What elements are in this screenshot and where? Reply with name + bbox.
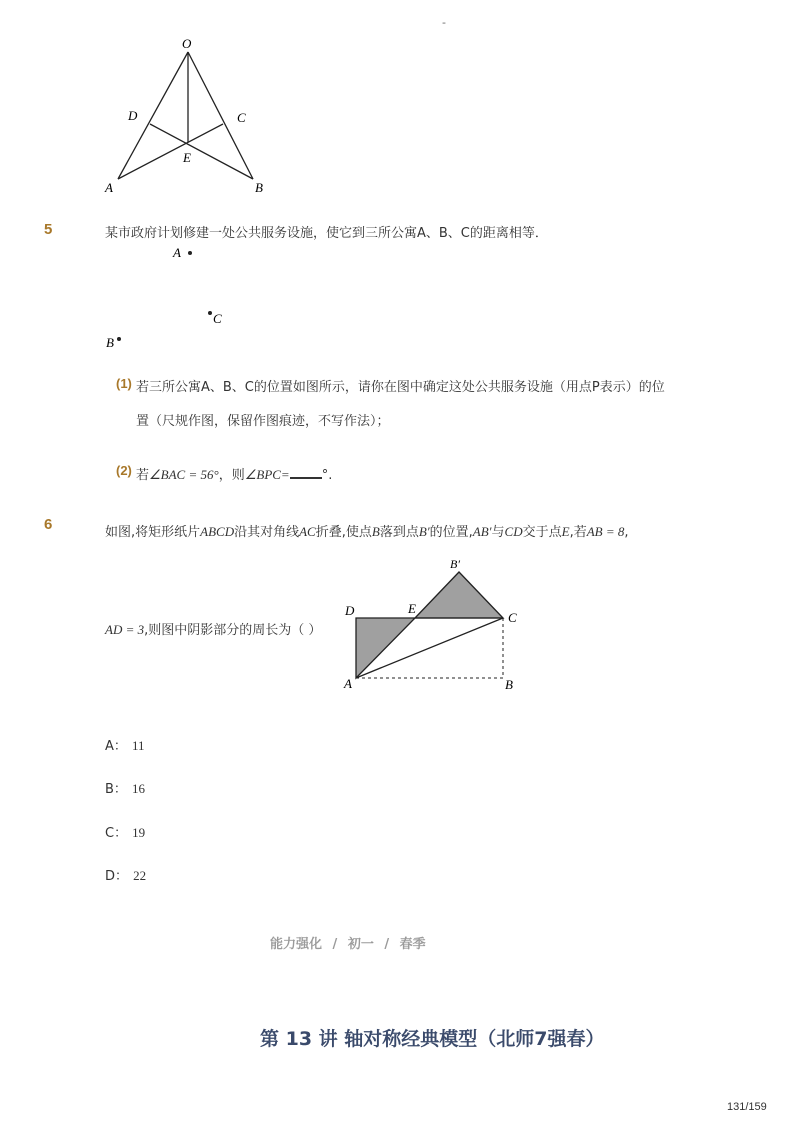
q6-diag-ac: AC	[299, 524, 316, 539]
question-6-line1	[105, 521, 629, 540]
label-bprime: B′	[450, 557, 460, 571]
label-o: O	[182, 36, 192, 51]
point-b	[117, 337, 121, 341]
point-c	[208, 311, 212, 315]
angle-bac: ∠BAC = 56°	[149, 467, 219, 482]
option-label: B：	[105, 782, 127, 797]
segment-db	[150, 124, 253, 179]
sub-question-1-line1: 若三所公寓A、B、C的位置如图所示，请你在图中确定这处公共服务设施（用点P表示）的位	[136, 380, 665, 395]
question-number-6: 6	[44, 516, 53, 533]
footer-separator: /	[332, 937, 338, 952]
footer-separator: /	[384, 937, 390, 952]
q6-text-part: 的位置,	[429, 525, 473, 540]
question-number-5: 5	[44, 221, 53, 238]
sub-question-1-label: (1)	[116, 376, 132, 391]
question-6-line2	[105, 619, 321, 638]
question-5-text: 某市政府计划修建一处公共服务设施，使它到三所公寓A、B、C的距离相等．	[105, 226, 548, 241]
option-value: 16	[132, 781, 146, 796]
option-label: A：	[105, 739, 127, 754]
point-label-c: C	[213, 311, 222, 326]
option-value: 22	[133, 868, 147, 883]
option-c[interactable]	[105, 822, 145, 841]
footer-grade: 初一	[347, 937, 374, 952]
label-d: D	[345, 603, 355, 618]
footer-course: 能力强化	[270, 937, 323, 952]
q6-text-part: ,	[624, 525, 629, 540]
sub-question-2-text	[136, 464, 332, 483]
label-c: C	[237, 110, 246, 125]
option-b[interactable]	[105, 778, 145, 797]
page-number: 131/159	[727, 1101, 767, 1113]
q6-text-part: 交于点	[522, 525, 562, 540]
option-label: D：	[105, 869, 129, 884]
q6-text-part: 落到点	[379, 525, 419, 540]
option-d[interactable]	[105, 865, 146, 884]
sub-question-2-suffix: °.	[321, 468, 333, 483]
label-b: B	[255, 180, 263, 195]
shaded-triangle-ade	[356, 618, 415, 678]
figure-triangle-oab	[100, 34, 280, 204]
lecture-title: 第 13 讲 轴对称经典模型（北师7强春）	[260, 1028, 605, 1050]
sub-question-1-line2: 置（尺规作图，保留作图痕迹，不写作法）；	[136, 414, 390, 429]
point-label-b: B	[106, 335, 114, 350]
figure-folded-rectangle	[340, 556, 530, 696]
shaded-triangle-ebprimec	[415, 572, 503, 618]
label-a: A	[344, 676, 352, 691]
footer-term: 春季	[399, 937, 426, 952]
label-b: B	[505, 677, 513, 692]
point-label-a: A	[173, 245, 181, 260]
q6-rect-abcd: ABCD	[200, 524, 235, 539]
q6-point-e: E	[561, 524, 570, 539]
q6-text-part: 沿其对角线	[234, 525, 300, 540]
label-e: E	[183, 150, 191, 165]
q6-point-b: B	[371, 524, 380, 539]
label-a: A	[105, 180, 113, 195]
label-d: D	[128, 108, 138, 123]
footer-breadcrumb	[270, 933, 426, 952]
angle-bpc: ∠BPC=	[244, 467, 290, 482]
q6-ad-value: AD = 3	[105, 622, 145, 637]
q6-point-bprime: B′	[418, 524, 430, 539]
header-mark: -	[442, 16, 446, 29]
label-c: C	[508, 610, 517, 625]
option-value: 19	[132, 825, 146, 840]
option-a[interactable]	[105, 735, 145, 754]
sub-question-2-middle: ，则	[218, 468, 245, 483]
q6-seg-abprime: AB′	[472, 524, 492, 539]
figure-points-abc	[100, 240, 240, 355]
q6-text-part: ,则图中阴影部分的周长为（ ）	[144, 623, 322, 638]
q6-seg-cd: CD	[504, 524, 523, 539]
option-value: 11	[132, 738, 145, 753]
point-a	[188, 251, 192, 255]
q6-text-part: ,若	[569, 525, 587, 540]
sub-question-2-prefix: 若	[136, 468, 150, 483]
q6-ab-value: AB = 8	[586, 524, 625, 539]
q6-text-part: 与	[491, 525, 505, 540]
q6-text-part: 如图,将矩形纸片	[105, 525, 201, 540]
label-e: E	[408, 601, 416, 616]
answer-blank[interactable]	[290, 465, 322, 479]
option-label: C：	[105, 826, 128, 841]
q6-text-part: 折叠,使点	[315, 525, 372, 540]
sub-question-2-label: (2)	[116, 463, 132, 478]
